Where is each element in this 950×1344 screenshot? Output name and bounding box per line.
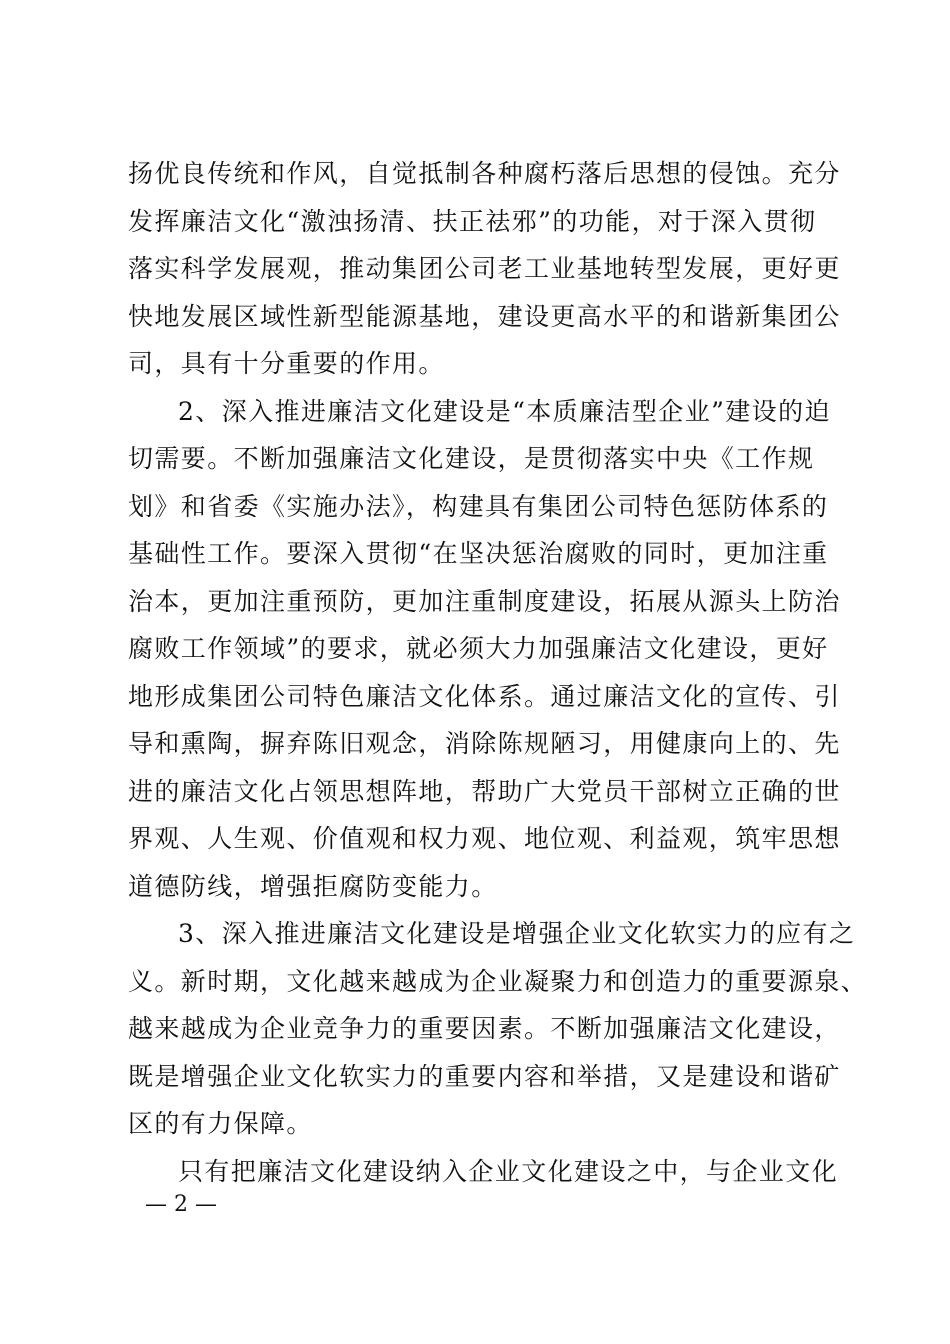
text-line: 切需要。不断加强廉洁文化建设，是贯彻落实中央《工作规 — [128, 444, 815, 473]
text-line: 义。新时期，文化越来越成为企业凝聚力和创造力的重要源泉、 — [128, 966, 868, 996]
text-line: 司，具有十分重要的作用。 — [128, 349, 445, 378]
document-body — [128, 150, 868, 1195]
paragraph-3-start: 3、深入推进廉洁文化建设是增强企业文化软实力的应有之 — [178, 919, 856, 948]
text-line: 进的廉洁文化占领思想阵地，帮助广大党员干部树立正确的世 — [128, 776, 841, 806]
text-line: 道德防线，增强拒腐防变能力。 — [128, 871, 498, 901]
text-line: 界观、人生观、价值观和权力观、地位观、利益观，筑牢思想 — [128, 824, 841, 853]
text-line: 导和熏陶，摒弃陈旧观念，消除陈规陋习，用健康向上的、先 — [128, 729, 841, 758]
paragraph-4-start: 只有把廉洁文化建设纳入企业文化建设之中，与企业文化 — [178, 1156, 839, 1186]
text-line: 落实科学发展观，推动集团公司老工业基地转型发展，更好更 — [128, 254, 841, 283]
text-line: 扬优良传统和作风，自觉抵制各种腐朽落后思想的侵蚀。充分 — [128, 159, 841, 188]
text-line: 基础性工作。要深入贯彻“在坚决惩治腐败的同时，更加注重 — [128, 539, 829, 568]
text-line: 腐败工作领域”的要求，就必须大力加强廉洁文化建设，更好 — [128, 634, 829, 663]
text-line: 区的有力保障。 — [128, 1109, 313, 1138]
text-line: 划》和省委《实施办法》，构建具有集团公司特色惩防体系的 — [128, 491, 829, 521]
text-line: 快地发展区域性新型能源基地，建设更高水平的和谐新集团公 — [128, 301, 841, 331]
text-line: 地形成集团公司特色廉洁文化体系。通过廉洁文化的宣传、引 — [128, 681, 841, 711]
text-line: 越来越成为企业竞争力的重要因素。不断加强廉洁文化建设， — [128, 1014, 841, 1043]
text-line: 治本，更加注重预防，更加注重制度建设，拓展从源头上防治 — [128, 586, 841, 616]
text-line: 既是增强企业文化软实力的重要内容和举措，又是建设和谐矿 — [128, 1061, 841, 1091]
paragraph-2-start: 2、深入推进廉洁文化建设是“本质廉洁型企业”建设的迫 — [178, 396, 831, 426]
page-number: — 2 — — [145, 1192, 217, 1217]
text-line: 发挥廉洁文化“激浊扬清、扶正祛邪”的功能，对于深入贯彻 — [128, 206, 817, 236]
